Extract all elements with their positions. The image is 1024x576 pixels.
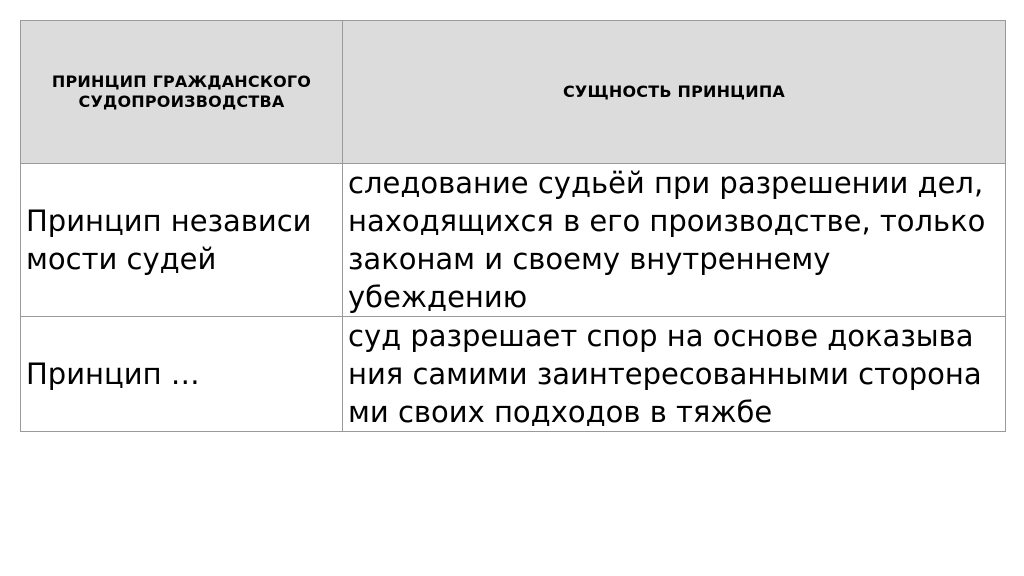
essence-cell: [343, 164, 1006, 317]
essence-line: убеждению: [348, 280, 528, 314]
table-row: [21, 164, 1006, 317]
principle-line: Принцип …: [26, 357, 200, 391]
principle-line: Принцип независи: [26, 204, 312, 238]
header-principle-line: ПРИНЦИП ГРАЖДАНСКОГО: [51, 72, 312, 91]
header-essence: [343, 21, 1006, 164]
table-header-row: [21, 21, 1006, 164]
header-principle-line: СУДОПРОИЗВОДСТВА: [78, 92, 285, 111]
principle-cell: [21, 317, 343, 432]
essence-line: следование судьёй при разрешении дел,: [348, 166, 984, 200]
essence-line: ми своих подходов в тяжбе: [348, 395, 773, 429]
table-row: [21, 317, 1006, 432]
principle-line: мости судей: [26, 242, 217, 276]
essence-line: находящихся в его производстве, только: [348, 204, 986, 238]
header-essence-line: СУЩНОСТЬ ПРИНЦИПА: [562, 82, 785, 101]
header-principle: [21, 21, 343, 164]
principles-table-container: [20, 20, 1005, 432]
principle-cell: [21, 164, 343, 317]
essence-line: суд разрешает спор на основе доказыва: [348, 319, 974, 353]
essence-line: ния самими заинтересованными сторона: [348, 357, 982, 391]
principles-table: [20, 20, 1006, 432]
essence-cell: [343, 317, 1006, 432]
essence-line: законам и своему внутреннему: [348, 242, 831, 276]
